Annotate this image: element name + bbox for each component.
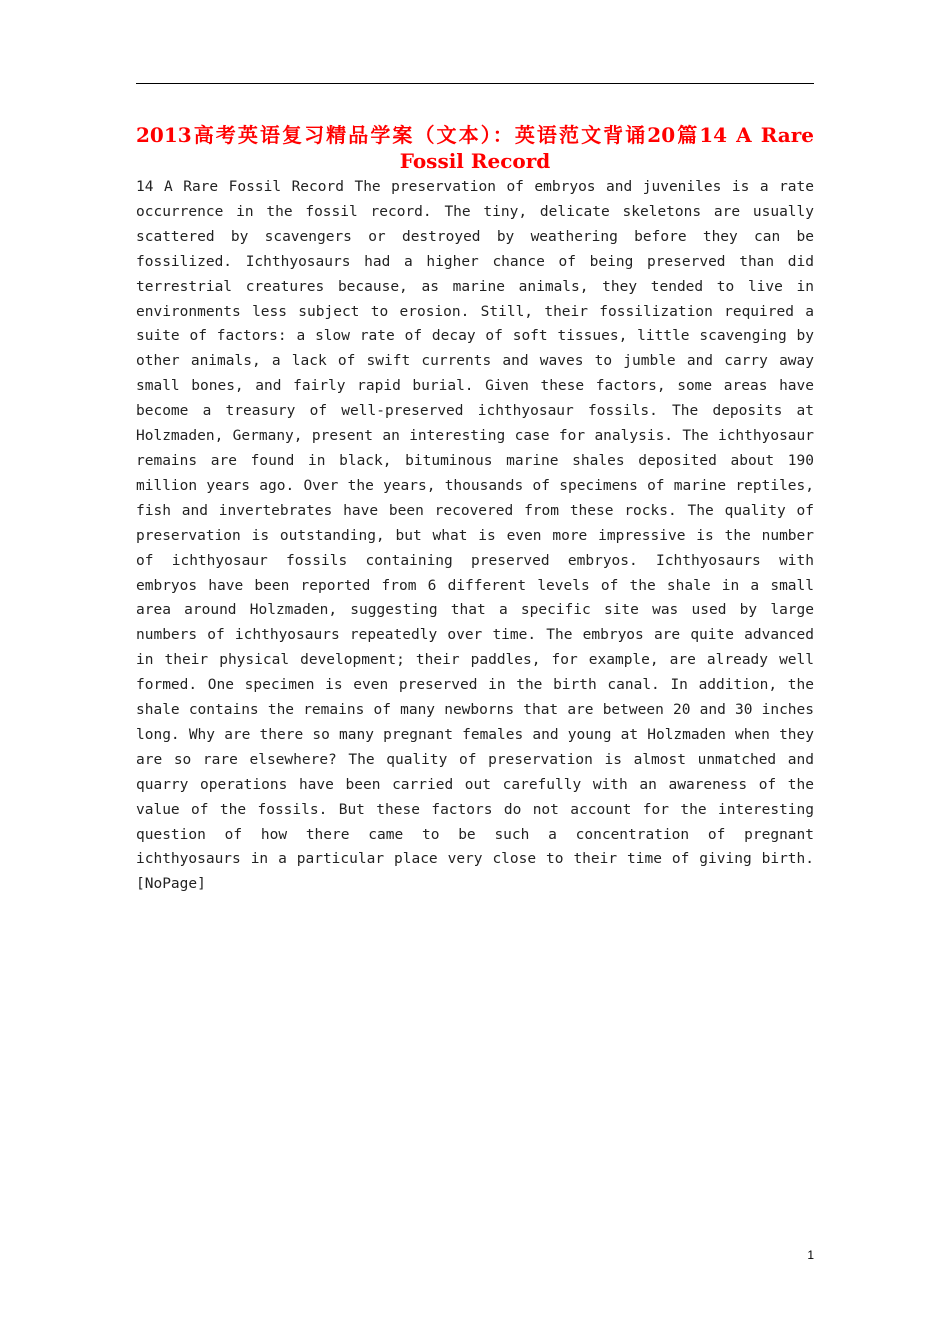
page-number: 1 bbox=[807, 1248, 814, 1262]
header-rule bbox=[136, 83, 814, 84]
document-body-text: 14 A Rare Fossil Record The preservation of embryos and juveniles is a rate occurrence in the fossil record. The tiny, delicate skeletons are usually scattered by scavengers or destroyed by weathering before they can be fossilized. Ichthyosaurs had a higher chance of being preserved than did terrestrial creatures because, as marine animals, they tended to live in environments less subject to erosion. Still, their fossilization required a suite of factors: a slow rate of decay of soft tissues, little scavenging by other animals, a lack of swift currents and waves to jumble and carry away small bones, and fairly rapid burial. Given these factors, some areas have become a treasury of well-preserved ichthyosaur fossils. The deposits at Holzmaden, Germany, present an interesting case for analysis. The ichthyosaur remains are found in black, bituminous marine shales deposited about 190 million years ago. Over the years, thousands of specimens of marine reptiles, fish and invertebrates have been recovered from these rocks. The quality of preservation is outstanding, but what is even more impressive is the number of ichthyosaur fossils containing preserved embryos. Ichthyosaurs with embryos have been reported from 6 different levels of the shale in a small area around Holzmaden, suggesting that a specific site was used by large numbers of ichthyosaurs repeatedly over time. The embryos are quite advanced in their physical development; their paddles, for example, are already well formed. One specimen is even preserved in the birth canal. In addition, the shale contains the remains of many newborns that are between 20 and 30 inches long. Why are there so many pregnant females and young at Holzmaden when they are so rare elsewhere? The quality of preservation is almost unmatched and quarry operations have been carried out carefully with an awareness of the value of the fossils. But these factors do not account for the interesting question of how there came to be such a concentration of pregnant ichthyosaurs in a particular place very close to their time of giving birth. [NoPage] bbox=[136, 179, 814, 893]
document-title: 2013高考英语复习精品学案（文本）：英语范文背诵20篇14 A Rare Fossil Record bbox=[136, 123, 814, 173]
